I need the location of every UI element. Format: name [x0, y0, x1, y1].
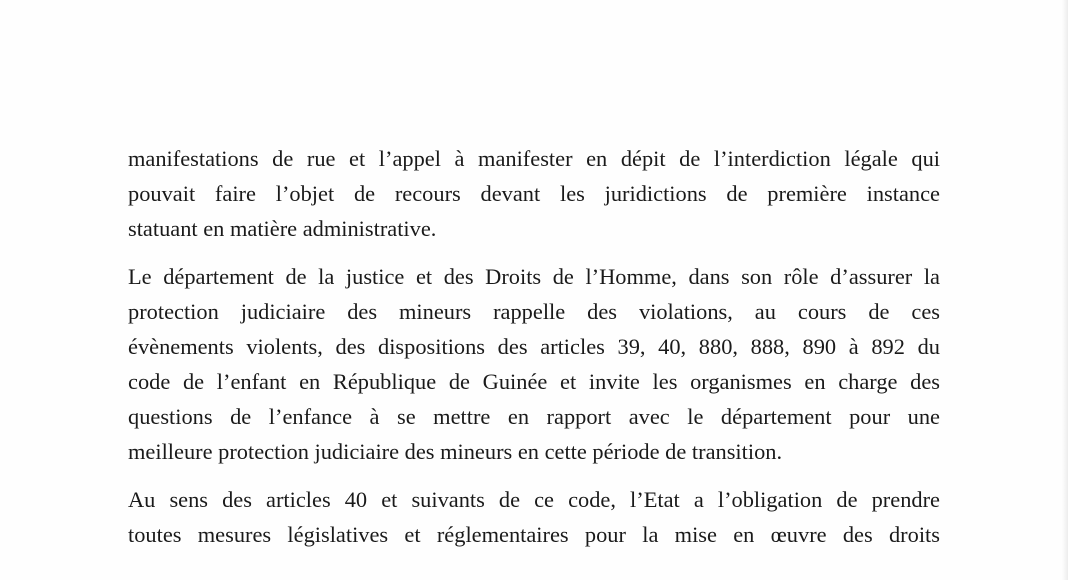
text-line: toutes mesures législatives et réglementaires pour la mise en œuvre des droits	[128, 522, 940, 547]
text-line: meilleure protection judiciaire des mineurs en cette période de transition.	[128, 439, 783, 464]
text-line: évènements violents, des dispositions des articles 39, 40, 880, 888, 890 à 892 du	[128, 334, 940, 359]
paragraph-1	[128, 141, 940, 246]
text-line: Le département de la justice et des Droits de l’Homme, dans son rôle d’assurer la	[128, 264, 940, 289]
text-line: protection judiciaire des mineurs rappelle des violations, au cours de ces	[128, 299, 940, 324]
paragraph-3	[128, 482, 940, 552]
document-body	[128, 141, 940, 565]
text-line: Au sens des articles 40 et suivants de ce code, l’Etat a l’obligation de prendre	[128, 487, 940, 512]
paragraph-2	[128, 259, 940, 469]
text-line: statuant en matière administrative.	[128, 216, 437, 241]
text-line: manifestations de rue et l’appel à manifester en dépit de l’interdiction légale qui	[128, 146, 940, 171]
page-edge-shadow	[1062, 0, 1068, 580]
text-line: code de l’enfant en République de Guinée et invite les organismes en charge des	[128, 369, 940, 394]
text-line: pouvait faire l’objet de recours devant les juridictions de première instance	[128, 181, 940, 206]
text-line: questions de l’enfance à se mettre en rapport avec le département pour une	[128, 404, 940, 429]
